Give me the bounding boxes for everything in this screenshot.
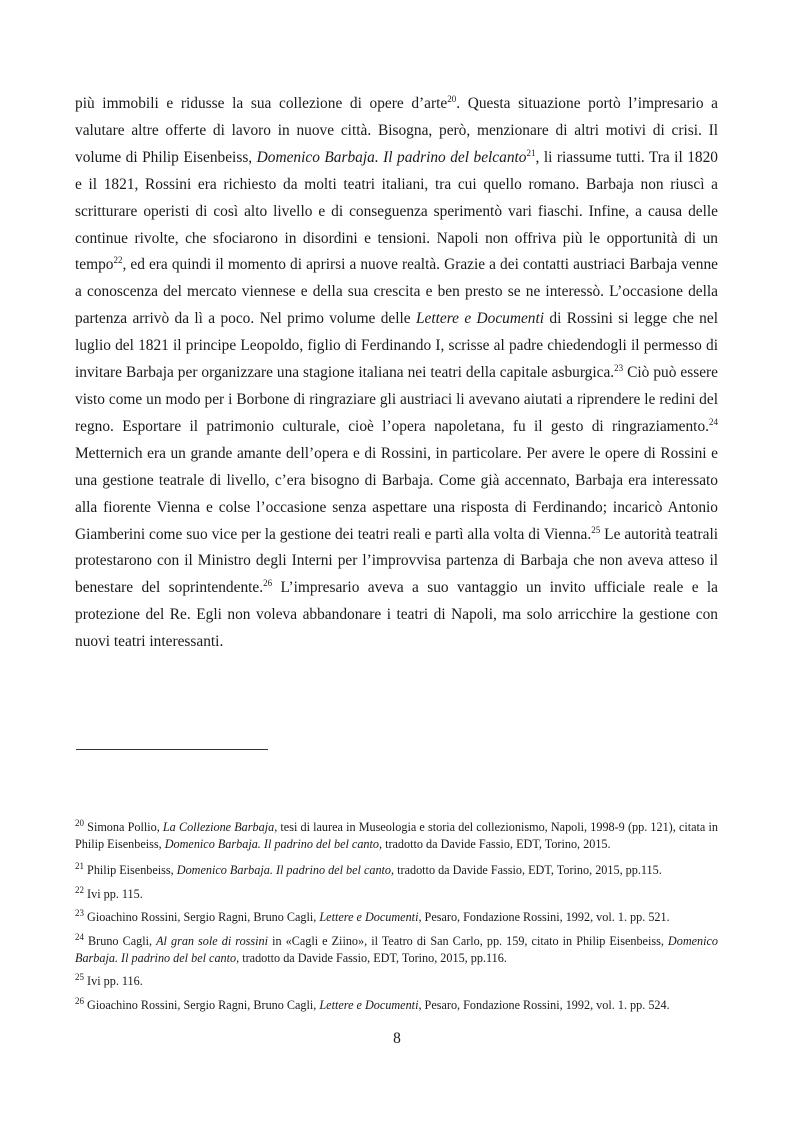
text-run: Simona Pollio, [84,820,163,834]
page-number: 8 [393,1030,401,1047]
text-run: li riassume tutti. Tra il 1820 e il 1821, Rossini era richiesto da molti teatri italiani, tra cui quello romano. Barbaja non riuscì a scritturare operisti di così alto livello e di conseguenza sperimentò vari fiaschi. Infine, a causa delle continue rivolte, che sfociarono in disordini e tensioni. Napoli non offriva più le opportunità di un tempo [75,148,718,274]
book-title: Domenico Barbaja. Il padrino del bel canto, [75,933,719,965]
footnote-ref-22[interactable]: 22 [113,255,123,266]
footnote-25 [75,973,718,990]
book-title: Lettere e Documenti, [319,997,422,1012]
text-run: Metternich era un grande amante dell’opera e di Rossini, in particolare. Per avere le opere di Rossini e una gestione teatrale di livello, c’era bisogno di Barbaja. Come già accennato, Barbaja era interessato alla fiorente Vienna e colse l’occasione senza aspettare una risposta di Ferdinando; incaricò Antonio Giamberini come suo vice per la gestione dei teatri reali e partì alla volta di Vienna. [75,444,718,543]
book-title: Lettere e Documenti, [319,910,422,925]
footnote-ref-20[interactable]: 20 [447,93,457,104]
text-run: L’impresario aveva a suo vantaggio un invito ufficiale reale e la protezione del Re. Egli non voleva abbandonare i teatri di Napoli, ma solo arricchire la gestione con nuovi teatri interessanti. [75,579,718,651]
book-title: Domenico Barbaja. Il padrino del bel canto, [176,863,395,878]
footnote-ref-26[interactable]: 26 [263,578,273,589]
footnote-ref-25[interactable]: 25 [591,524,601,535]
footnote-21 [75,862,718,879]
text-run: Ivi pp. 115. [84,886,143,901]
text-run: , tesi di laurea in Museologia e storia del collezionismo, Napoli, 1998-9 (pp. 121), citata in Philip Eisenbeiss, [75,820,718,851]
footnote-number: 22 [75,884,84,895]
text-run: Pesaro, Fondazione Rossini, 1992, vol. 1. pp. 524. [421,997,670,1012]
text-run: in «Cagli e Ziino», il Teatro di San Carlo, pp. 159, citato in Philip Eisenbeiss, [268,933,668,948]
text-run: Bruno Cagli, [84,933,157,948]
footnote-number: 24 [75,931,84,942]
footnote-number: 21 [75,861,84,872]
footnote-number: 26 [75,995,84,1006]
book-title: Lettere e Documenti [415,310,545,328]
footnote-separator [76,749,268,750]
footnote-number: 25 [75,972,84,983]
footnote-22 [75,886,718,903]
footnote-ref-24[interactable]: 24 [709,416,718,427]
footnote-number: 23 [75,908,84,919]
book-title: Al gran sole di rossini [156,933,269,948]
text-run: Ciò può essere visto come un modo per i Borbone di ringraziare gli austriaci li avevano aiutati a riprendere le redini del regno. Esportare il patrimonio culturale, cioè l’opera napoletana, fu il gesto di ringraziamento. [75,364,718,435]
text-run: Le autorità teatrali protestarono con il Ministro degli Interni per l’improvvisa partenza di Barbaja che non aveva atteso il benestare del soprintendente. [75,525,718,597]
footnote-24 [75,933,718,966]
text-run: più immobili e ridusse la sua collezione di opere d’arte [75,95,448,112]
paragraph [75,91,718,656]
footnote-23 [75,909,718,926]
book-title: La Collezione Barbaja [162,820,275,834]
text-run: di Rossini si legge che nel luglio del 1821 il principe Leopoldo, figlio di Ferdinando I, scrisse al padre chiedendogli il permesso di invitare Barbaja per organizzare una stagione italiana nei teatri della capitale asburgica. [75,310,718,382]
footnote-number: 20 [75,817,84,828]
book-title: Domenico Barbaja. Il padrino del belcanto [256,148,527,166]
text-run: tradotto da Davide Fassio, EDT, Torino, 2015, pp.116. [239,950,507,965]
footnote-20 [75,819,718,852]
text-run: tradotto da Davide Fassio, EDT, Torino, 2015, pp.115. [394,863,662,878]
footnote-ref-23[interactable]: 23 [614,362,624,373]
text-run: Philip Eisenbeiss, [84,863,177,878]
book-title: Domenico Barbaja. Il padrino del bel canto, [164,836,383,851]
text-run: , [535,148,540,166]
footnote-ref-21[interactable]: 21 [526,147,536,158]
footnotes [75,819,718,1020]
text-run: Pesaro, Fondazione Rossini, 1992, vol. 1. pp. 521. [421,910,670,925]
body-paragraph [75,91,718,656]
text-run: Gioachino Rossini, Sergio Ragni, Bruno Cagli, [84,910,320,925]
text-run: Gioachino Rossini, Sergio Ragni, Bruno Cagli, [84,997,320,1012]
text-run: Ivi pp. 116. [84,974,143,989]
text-run: . Questa situazione portò l’impresario a valutare altre offerte di lavoro in nuove città. Bisogna, però, menzionare di altri motivi di crisi. Il volume di Philip Eisenbeiss, [75,95,718,166]
footnote-26 [75,997,718,1014]
text-run: , ed era quindi il momento di aprirsi a nuove realtà. Grazie a dei contatti austriaci Barbaja venne a conoscenza del mercato viennese e della sua crescita e ben presto se ne interessò. L’occasione della partenza arrivò da lì a poco. Nel primo volume delle [75,256,718,328]
text-run: tradotto da Davide Fassio, EDT, Torino, 2015. [382,836,611,851]
